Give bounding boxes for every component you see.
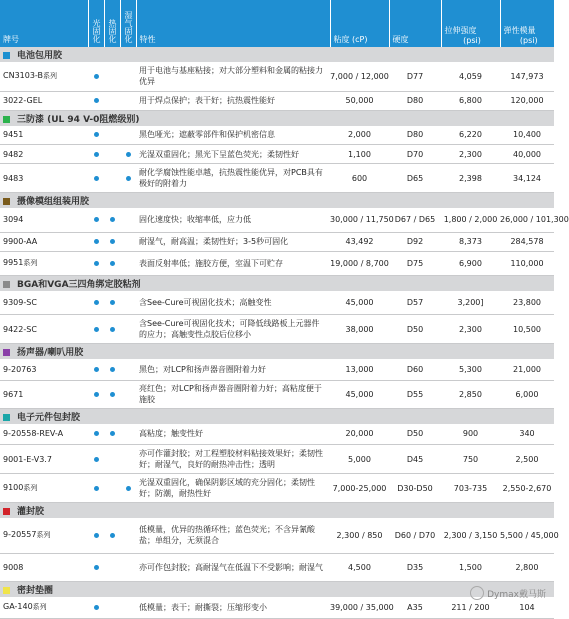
feature-text: 耐湿气，耐高温；柔韧性好；3-5秒可固化 [136, 232, 330, 251]
cure-dot-icon [94, 239, 99, 244]
category-row [0, 110, 554, 126]
cure-uv-cell [88, 380, 104, 408]
hardness-value: D70 [389, 145, 441, 164]
table-row [0, 553, 554, 581]
cure-uv-cell [88, 597, 104, 619]
product-code: 9-20558-REV-A [3, 429, 64, 439]
hardness-value: D50 [389, 424, 441, 445]
product-name [0, 91, 88, 110]
modulus-value: 21,000 [500, 359, 554, 380]
tensile-value: 900 [441, 424, 500, 445]
cure-dot-icon [94, 327, 99, 332]
tensile-value: 6,220 [441, 126, 500, 145]
cure-dot-icon [94, 367, 99, 372]
category-color-square-icon [3, 281, 10, 288]
cure-dot-icon [110, 239, 115, 244]
category-row [0, 193, 554, 209]
cure-dot-icon [110, 367, 115, 372]
cure-heat-cell [104, 291, 120, 315]
modulus-value: 34,124 [500, 164, 554, 193]
cure-uv-cell [88, 291, 104, 315]
viscosity-value: 1,100 [330, 145, 389, 164]
feature-text: 用于焊点保护；表干好；抗热震性能好 [136, 91, 330, 110]
cure-dot-icon [94, 533, 99, 538]
cure-moist-cell [120, 232, 136, 251]
cure-heat-cell [104, 553, 120, 581]
cure-dot-icon [110, 217, 115, 222]
hardness-value: D45 [389, 445, 441, 474]
cure-dot-icon [94, 605, 99, 610]
cure-uv-cell [88, 359, 104, 380]
cure-uv-cell [88, 315, 104, 344]
cure-heat-cell [104, 380, 120, 408]
modulus-value: 5,500 / 45,000 [500, 518, 554, 553]
table-row [0, 424, 554, 445]
modulus-value: 10,500 [500, 315, 554, 344]
table-row [0, 126, 554, 145]
cure-moist-cell [120, 91, 136, 110]
tensile-value: 2,300 / 3,150 [441, 518, 500, 553]
feature-text: 用于电池与基座粘接；对大部分塑料和金属的粘接力优异 [136, 62, 330, 91]
viscosity-value: 19,000 / 8,700 [330, 251, 389, 275]
feature-text: 耐化学腐蚀性能卓越，抗热震性能优异，对PCB具有极好的附着力 [136, 164, 330, 193]
modulus-value: 120,000 [500, 91, 554, 110]
category-title: 扬声器/喇叭用胶 [17, 348, 84, 358]
cure-uv-cell [88, 145, 104, 164]
cure-uv-cell [88, 445, 104, 474]
hardness-value: D65 [389, 164, 441, 193]
modulus-value: 340 [500, 424, 554, 445]
header-moisture-cure: 湿气固化 [124, 11, 133, 43]
cure-dot-icon [94, 98, 99, 103]
modulus-value: 26,000 / 101,300 [500, 208, 554, 232]
cure-uv-cell [88, 553, 104, 581]
cure-uv-cell [88, 232, 104, 251]
cure-dot-icon [110, 533, 115, 538]
tensile-value: 3,200] [441, 291, 500, 315]
viscosity-value: 38,000 [330, 315, 389, 344]
cure-dot-icon [126, 176, 131, 181]
modulus-value: 284,578 [500, 232, 554, 251]
wechat-logo-icon [470, 586, 484, 600]
product-name [0, 445, 88, 474]
cure-dot-icon [94, 74, 99, 79]
table-header [0, 0, 554, 47]
product-name [0, 232, 88, 251]
product-code: 9451 [3, 130, 24, 140]
product-series-suffix: 系列 [36, 531, 51, 540]
cure-uv-cell [88, 126, 104, 145]
feature-text: 含See-Cure可视固化技术；可降低线路板上元器件的应力；高触变性点胶后位移小 [136, 315, 330, 344]
category-row [0, 503, 554, 519]
hardness-value: A35 [389, 597, 441, 619]
viscosity-value: 600 [330, 164, 389, 193]
header-brand: 牌号 [0, 0, 88, 47]
cure-dot-icon [126, 152, 131, 157]
modulus-value: 2,800 [500, 553, 554, 581]
feature-text: 黑色；对LCP和扬声器音圈附着力好 [136, 359, 330, 380]
product-name [0, 597, 88, 619]
product-name [0, 553, 88, 581]
cure-moist-cell [120, 291, 136, 315]
cure-heat-cell [104, 62, 120, 91]
category-color-square-icon [3, 116, 10, 123]
tensile-value: 5,300 [441, 359, 500, 380]
modulus-value: 6,000 [500, 380, 554, 408]
cure-heat-cell [104, 445, 120, 474]
modulus-value: 2,500 [500, 445, 554, 474]
product-code: 9-20557 [3, 530, 37, 540]
category-color-square-icon [3, 349, 10, 356]
product-name [0, 126, 88, 145]
feature-text: 亦可作灌封胶；对工程塑胶材料粘接效果好；柔韧性好；耐湿气，良好的耐热冲击性；透明 [136, 445, 330, 474]
hardness-value: D80 [389, 91, 441, 110]
category-row [0, 344, 554, 360]
table-row [0, 145, 554, 164]
cure-uv-cell [88, 424, 104, 445]
tensile-value: 2,300 [441, 315, 500, 344]
feature-text: 黑色哑光；遮蔽零部件和保护机密信息 [136, 126, 330, 145]
cure-moist-cell [120, 359, 136, 380]
table-row [0, 164, 554, 193]
hardness-value: D92 [389, 232, 441, 251]
cure-moist-cell [120, 315, 136, 344]
category-row [0, 275, 554, 291]
viscosity-value: 2,000 [330, 126, 389, 145]
cure-heat-cell [104, 145, 120, 164]
hardness-value: D75 [389, 251, 441, 275]
product-series-suffix: 系列 [32, 603, 47, 612]
hardness-value: D60 / D70 [389, 518, 441, 553]
hardness-value: D55 [389, 380, 441, 408]
cure-moist-cell [120, 474, 136, 503]
cure-moist-cell [120, 553, 136, 581]
cure-heat-cell [104, 251, 120, 275]
product-name [0, 62, 88, 91]
tensile-value: 1,500 [441, 553, 500, 581]
cure-moist-cell [120, 518, 136, 553]
cure-dot-icon [94, 486, 99, 491]
tensile-value: 2,300 [441, 145, 500, 164]
cure-heat-cell [104, 597, 120, 619]
table-row [0, 380, 554, 408]
feature-text: 亦可作包封胶；高耐湿气在低温下不受影响；耐湿气 [136, 553, 330, 581]
viscosity-value: 5,000 [330, 445, 389, 474]
feature-text: 表面反射率低；施胶方便，室温下可贮存 [136, 251, 330, 275]
cure-moist-cell [120, 208, 136, 232]
table-body [0, 47, 569, 619]
product-name [0, 164, 88, 193]
product-code: 9900-AA [3, 237, 38, 246]
cure-uv-cell [88, 474, 104, 503]
product-code: CN3103-B [3, 71, 44, 81]
cure-moist-cell [120, 597, 136, 619]
product-series-suffix: 系列 [43, 72, 58, 81]
viscosity-value: 50,000 [330, 91, 389, 110]
cure-heat-cell [104, 315, 120, 344]
product-name [0, 291, 88, 315]
product-name [0, 474, 88, 503]
table-row [0, 315, 554, 344]
cure-dot-icon [94, 176, 99, 181]
category-title: 密封垫圈 [17, 585, 54, 596]
feature-text: 光湿双重固化；黑光下呈蓝色荧光；柔韧性好 [136, 145, 330, 164]
tensile-value: 6,900 [441, 251, 500, 275]
cure-moist-cell [120, 126, 136, 145]
viscosity-value: 30,000 / 11,750 [330, 208, 389, 232]
category-row [0, 47, 554, 62]
cure-moist-cell [120, 251, 136, 275]
watermark [470, 586, 546, 600]
modulus-value: 40,000 [500, 145, 554, 164]
cure-dot-icon [110, 431, 115, 436]
tensile-value: 750 [441, 445, 500, 474]
tensile-value: 211 / 200 [441, 597, 500, 619]
hardness-value: D60 [389, 359, 441, 380]
cure-moist-cell [120, 62, 136, 91]
feature-text: 含See-Cure可视固化技术；高触变性 [136, 291, 330, 315]
product-name [0, 251, 88, 275]
category-color-square-icon [3, 198, 10, 205]
category-title: 三防漆 (UL 94 V-0阻燃级别) [17, 114, 140, 125]
table-row [0, 359, 554, 380]
cure-dot-icon [126, 486, 131, 491]
modulus-value: 104 [500, 597, 554, 619]
product-code: 9100 [3, 483, 24, 492]
product-series-suffix: 系列 [23, 259, 38, 267]
header-uv-cure: 光固化 [92, 19, 101, 43]
modulus-value: 110,000 [500, 251, 554, 275]
cure-moist-cell [120, 164, 136, 193]
hardness-value: D80 [389, 126, 441, 145]
hardness-value: D57 [389, 291, 441, 315]
viscosity-value: 43,492 [330, 232, 389, 251]
viscosity-value: 45,000 [330, 380, 389, 408]
cure-uv-cell [88, 518, 104, 553]
viscosity-value: 2,300 / 850 [330, 518, 389, 553]
cure-dot-icon [94, 217, 99, 222]
header-modulus: 弹性模量 [503, 26, 536, 35]
hardness-value: D77 [389, 62, 441, 91]
product-code: 9001-E-V3.7 [3, 454, 52, 464]
modulus-value: 2,550-2,670 [500, 474, 554, 503]
feature-text: 低模量；表干；耐撕裂；压缩形变小 [136, 597, 330, 619]
table-row [0, 232, 554, 251]
cure-dot-icon [110, 261, 115, 266]
product-code: 9-20763 [3, 364, 37, 374]
category-title: BGA和VGA三四角绑定胶粘剂 [17, 279, 141, 290]
cure-heat-cell [104, 232, 120, 251]
modulus-value: 23,800 [500, 291, 554, 315]
hardness-value: D35 [389, 553, 441, 581]
table-row [0, 91, 554, 110]
header-hardness: 硬度 [389, 0, 441, 47]
cure-moist-cell [120, 445, 136, 474]
product-code: 9008 [3, 562, 24, 572]
viscosity-value: 39,000 / 35,000 [330, 597, 389, 619]
cure-moist-cell [120, 424, 136, 445]
modulus-value: 147,973 [500, 62, 554, 91]
feature-text: 光湿双重固化，确保阴影区域的充分固化；柔韧性好；防潮，耐热性好 [136, 474, 330, 503]
product-name [0, 315, 88, 344]
tensile-value: 703-735 [441, 474, 500, 503]
cure-heat-cell [104, 424, 120, 445]
product-code: 9483 [3, 173, 24, 183]
table-row [0, 518, 554, 553]
cure-heat-cell [104, 164, 120, 193]
product-name [0, 208, 88, 232]
cure-heat-cell [104, 359, 120, 380]
viscosity-value: 4,500 [330, 553, 389, 581]
cure-dot-icon [94, 261, 99, 266]
cure-dot-icon [94, 392, 99, 397]
tensile-value: 4,059 [441, 62, 500, 91]
tensile-value: 1,800 / 2,000 [441, 208, 500, 232]
product-name [0, 359, 88, 380]
tensile-value: 6,800 [441, 91, 500, 110]
cure-dot-icon [94, 152, 99, 157]
feature-text: 低模量，优异的热循环性；蓝色荧光；不含异氰酸盐；单组分，无须混合 [136, 518, 330, 553]
cure-heat-cell [104, 208, 120, 232]
viscosity-value: 20,000 [330, 424, 389, 445]
product-series-suffix: 系列 [23, 484, 38, 492]
viscosity-value: 7,000-25,000 [330, 474, 389, 503]
category-color-square-icon [3, 414, 10, 421]
cure-dot-icon [110, 300, 115, 305]
product-name [0, 518, 88, 553]
viscosity-value: 7,000 / 12,000 [330, 62, 389, 91]
product-code: 3094 [3, 215, 24, 225]
category-row [0, 408, 554, 424]
feature-text: 固化速度快；收缩率低，应力低 [136, 208, 330, 232]
header-feature: 特性 [136, 0, 330, 47]
product-code: 9422-SC [3, 324, 37, 334]
cure-heat-cell [104, 126, 120, 145]
product-name [0, 380, 88, 408]
cure-heat-cell [104, 91, 120, 110]
header-tensile-unit: (psi) [463, 36, 481, 45]
cure-dot-icon [94, 457, 99, 462]
feature-text: 亮红色；对LCP和扬声器音圈附着力好；高粘度便于施胶 [136, 380, 330, 408]
product-code: 3022-GEL [3, 96, 43, 105]
table-row [0, 208, 554, 232]
modulus-value: 10,400 [500, 126, 554, 145]
cure-dot-icon [94, 431, 99, 436]
cure-uv-cell [88, 91, 104, 110]
cure-uv-cell [88, 251, 104, 275]
cure-uv-cell [88, 208, 104, 232]
cure-dot-icon [110, 392, 115, 397]
tensile-value: 2,850 [441, 380, 500, 408]
category-title: 电池包用胶 [17, 51, 63, 61]
product-code: 9482 [3, 149, 24, 159]
hardness-value: D50 [389, 315, 441, 344]
product-name [0, 424, 88, 445]
tensile-value: 2,398 [441, 164, 500, 193]
category-title: 摄像模组组装用胶 [17, 197, 90, 207]
viscosity-value: 45,000 [330, 291, 389, 315]
product-code: 9951 [3, 258, 24, 267]
table-row [0, 474, 554, 503]
category-color-square-icon [3, 587, 10, 594]
category-color-square-icon [3, 508, 10, 515]
cure-uv-cell [88, 62, 104, 91]
feature-text: 高粘度；触变性好 [136, 424, 330, 445]
watermark-text: Dymax戴马斯 [487, 590, 546, 600]
category-color-square-icon [3, 52, 10, 59]
cure-moist-cell [120, 145, 136, 164]
viscosity-value: 13,000 [330, 359, 389, 380]
table-row [0, 62, 554, 91]
table-row [0, 251, 554, 275]
hardness-value: D30-D50 [389, 474, 441, 503]
hardness-value: D67 / D65 [389, 208, 441, 232]
cure-moist-cell [120, 380, 136, 408]
header-viscosity: 粘度 (cP) [330, 0, 389, 47]
header-tensile: 拉伸强度 [444, 26, 477, 35]
cure-dot-icon [94, 132, 99, 137]
product-name [0, 145, 88, 164]
product-code: 9671 [3, 389, 24, 399]
cure-uv-cell [88, 164, 104, 193]
cure-dot-icon [94, 565, 99, 570]
category-title: 电子元件包封胶 [17, 412, 81, 423]
table-row [0, 291, 554, 315]
cure-dot-icon [94, 300, 99, 305]
header-modulus-unit: (psi) [519, 36, 538, 45]
cure-dot-icon [110, 327, 115, 332]
category-title: 灌封胶 [17, 507, 45, 517]
product-code: 9309-SC [3, 297, 37, 307]
table-row [0, 445, 554, 474]
header-heat-cure: 热固化 [108, 19, 117, 43]
cure-heat-cell [104, 474, 120, 503]
product-code: GA-140 [3, 602, 33, 612]
cure-heat-cell [104, 518, 120, 553]
tensile-value: 8,373 [441, 232, 500, 251]
